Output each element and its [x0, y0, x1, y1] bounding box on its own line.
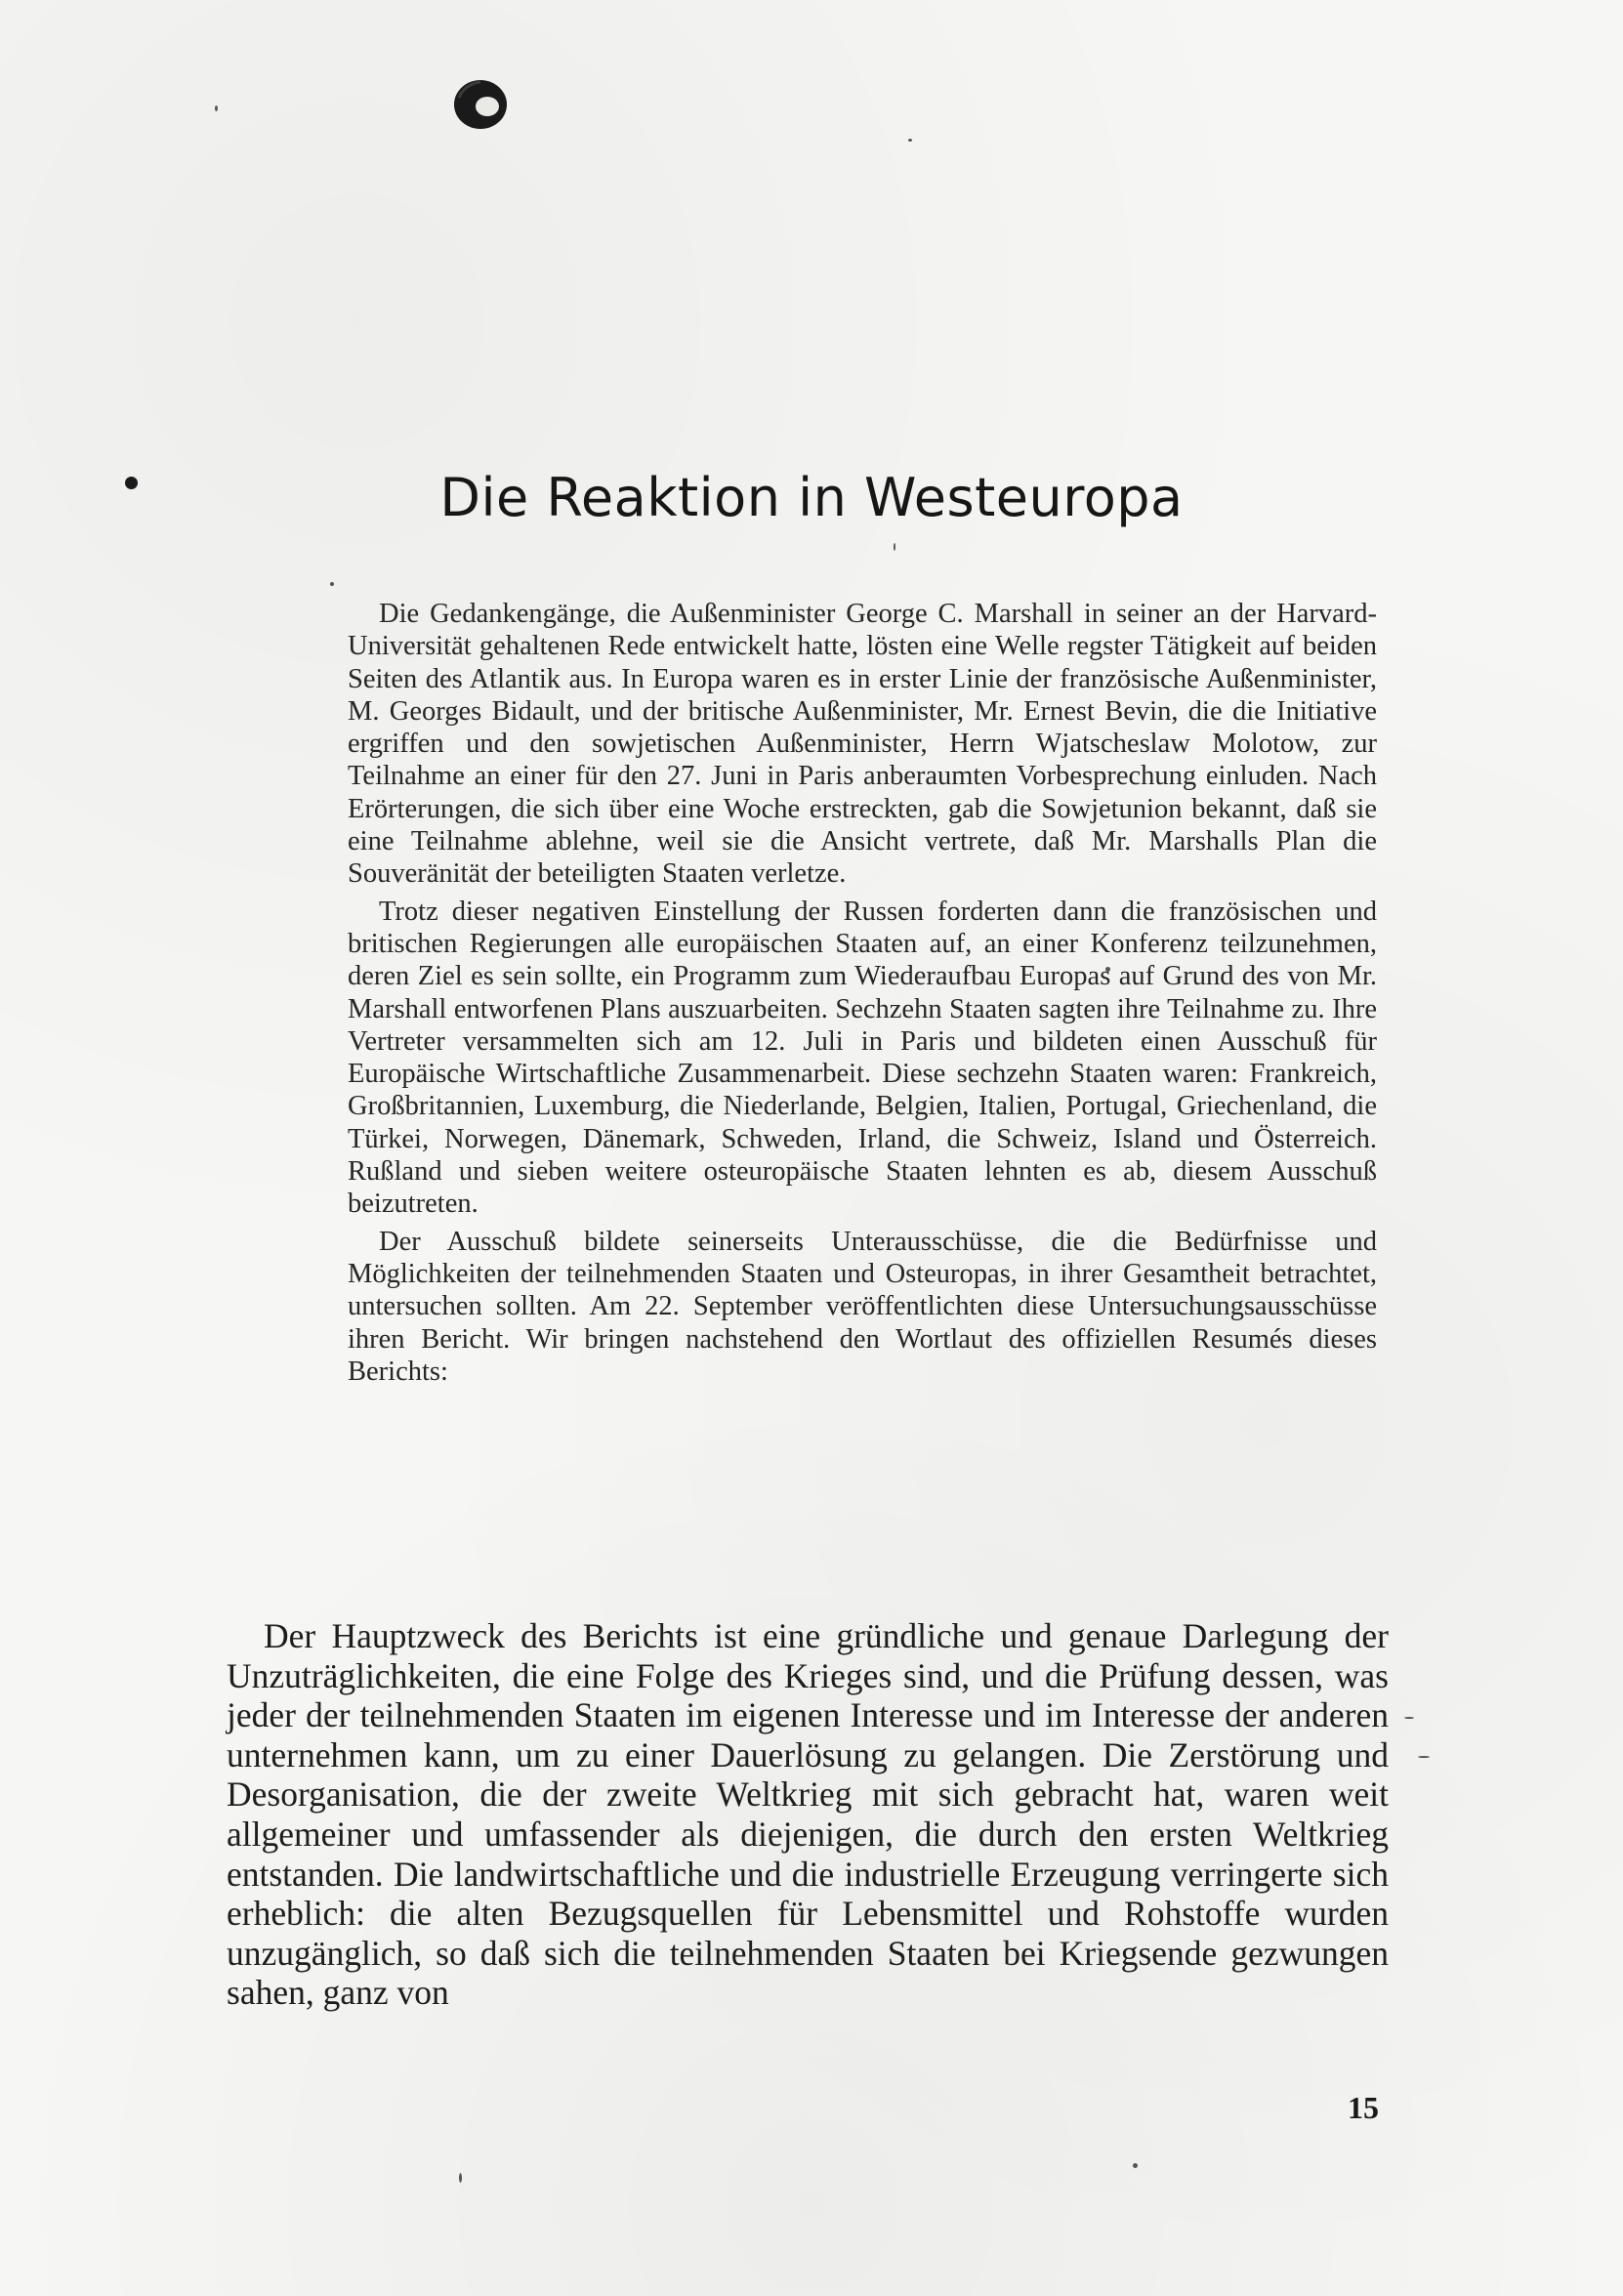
paper-speck: [1133, 2163, 1138, 2168]
page-number: 15: [1348, 2090, 1379, 2125]
paper-speck: [1418, 1756, 1430, 1758]
intro-paragraph: Trotz dieser negativen Einstellung der Russen forderten dann die französischen und britischen Regierungen alle europäischen Staaten auf, an einer Konferenz teilzunehmen, deren Ziel es sein sollte, ein Programm zum Wiederaufbau Europas auf Grund des von Mr. Marshall entworfenen Plans auszuarbeiten. Sechzehn Staaten sagten ihre Teilnahme zu. Ihre Vertreter versammelten sich am 12. Juli in Paris und bildeten einen Ausschuß für Europäische Wirtschaftliche Zusammenarbeit. Diese sechzehn Staaten waren: Frankreich, Großbritannien, Luxemburg, die Niederlande, Belgien, Italien, Portugal, Griechenland, die Türkei, Norwegen, Dänemark, Schweden, Irland, die Schweiz, Island und Österreich. Rußland und sieben weitere osteuropäische Staaten lehnten es ab, diesem Ausschuß beizutreten.: [348, 896, 1377, 1220]
paper-speck: [215, 105, 218, 111]
paper-speck: [1404, 1717, 1414, 1719]
intro-paragraph: Die Gedankengänge, die Außenminister George C. Marshall in seiner an der Harvard-Universität gehaltenen Rede entwickelt hatte, lösten eine Welle regster Tätigkeit auf beiden Seiten des Atlantik aus. In Europa waren es in erster Linie der französische Außenminister, M. Georges Bidault, und der britische Außenminister, Mr. Ernest Bevin, die die Initiative ergriffen und den sowjetischen Außenminister, Herrn Wjatscheslaw Molotow, zur Teilnahme an einer für den 27. Juni in Paris anberaumten Vorbesprechung einluden. Nach Erörterungen, die sich über eine Woche erstreckten, gab die Sowjetunion bekannt, daß sie eine Teilnahme ablehne, weil sie die Ansicht vertrete, daß Mr. Marshalls Plan die Souveränität der beteiligten Staaten verletze.: [348, 599, 1377, 890]
punch-hole-mark: [451, 76, 510, 133]
report-summary-section: [227, 1616, 1389, 2013]
paper-speck: [459, 2173, 462, 2183]
paper-speck: [908, 139, 912, 142]
intro-paragraph: Der Ausschuß bildete seinerseits Unterausschüsse, die die Bedürfnisse und Möglichkeiten der teilnehmenden Staaten und Osteuropas, in ihrer Gesamtheit betrachtet, untersuchen sollten. Am 22. September veröffentlichten diese Untersuchungsausschüsse ihren Bericht. Wir bringen nachstehend den Wortlaut des offiziellen Resumés dieses Berichts:: [348, 1226, 1377, 1387]
page-title: Die Reaktion in Westeuropa: [439, 467, 1184, 529]
report-paragraph: Der Hauptzweck des Berichts ist eine gründliche und genaue Darlegung der Unzuträglichkeiten, die eine Folge des Krieges sind, und die Prüfung dessen, was jeder der teilnehmenden Staaten im eigenen Interesse und im Interesse der anderen unternehmen kann, um zu einer Dauerlösung zu gelangen. Die Zerstörung und Desorganisation, die der zweite Weltkrieg mit sich gebracht hat, waren weit allgemeiner und umfassender als diejenigen, die durch den ersten Weltkrieg entstanden. Die landwirtschaftliche und die industrielle Erzeugung verringerte sich erheblich: die alten Bezugsquellen für Lebensmittel und Rohstoffe wurden unzugänglich, so daß sich die teilnehmenden Staaten bei Kriegsende gezwungen sahen, ganz von: [227, 1616, 1389, 2013]
paper-speck: [894, 543, 895, 551]
intro-section: [348, 598, 1377, 1388]
paper-speck: [330, 582, 334, 586]
